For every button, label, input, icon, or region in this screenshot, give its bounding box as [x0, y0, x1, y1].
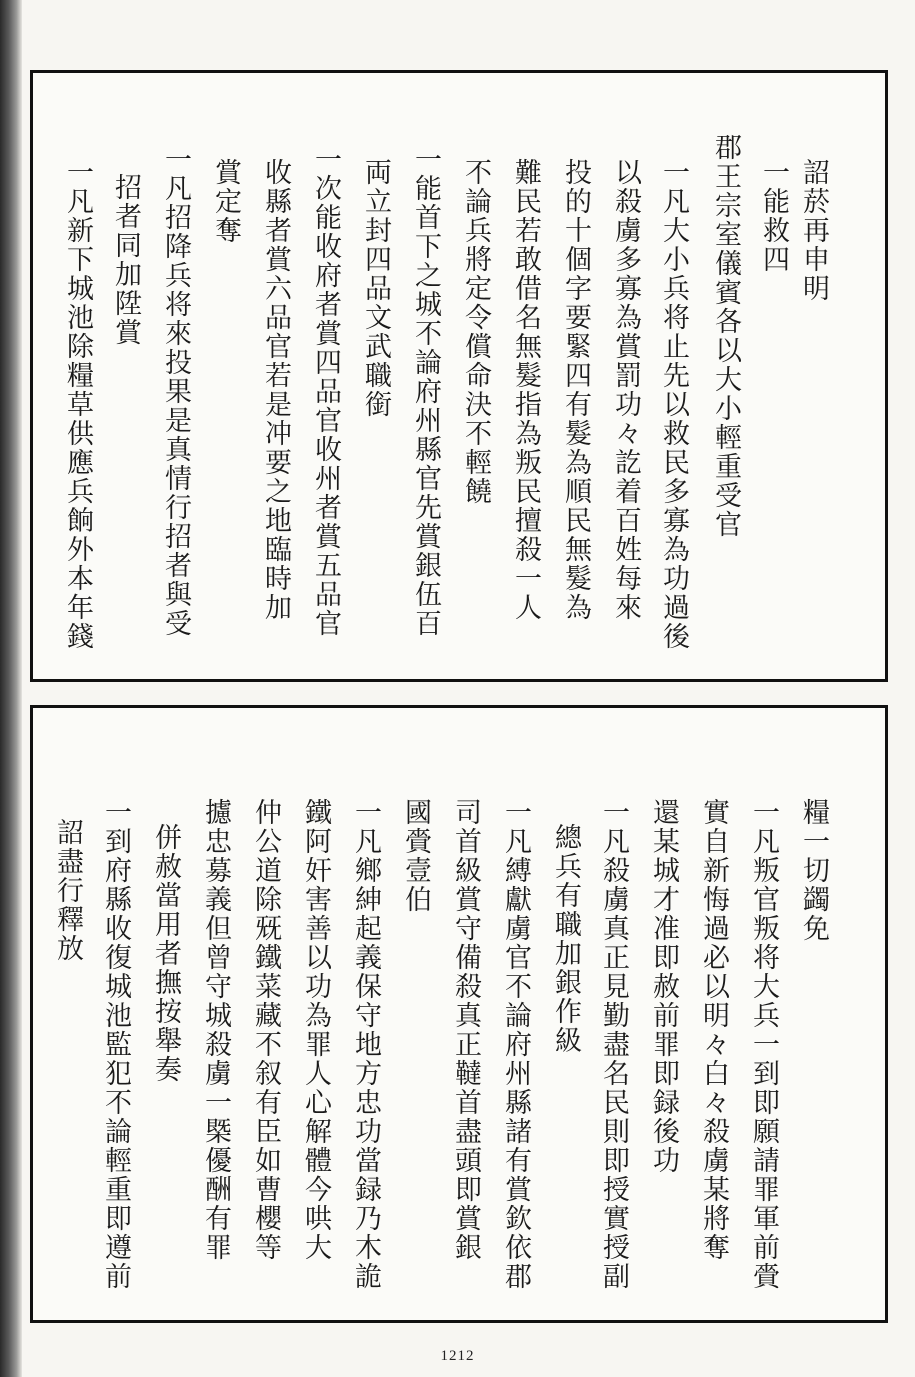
text-column: 還某城才准即赦前罪即録後功 — [648, 798, 679, 1175]
text-column: 難民若敢借名無髮指為叛民擅殺一人 — [510, 158, 541, 622]
text-column: 併赦當用者撫按舉奏 — [150, 823, 181, 1084]
text-column: 一能首下之城不論府州縣官先賞銀伍百 — [410, 145, 441, 638]
text-column: 投的十個字要緊四有髮為順民無髮為 — [560, 158, 591, 622]
text-column: 一次能收府者賞四品官收州者賞五品官 — [310, 145, 341, 638]
text-column: 糧一切蠲免 — [798, 798, 829, 943]
text-column: 一凡鄉紳起義保守地方忠功當録乃木詭 — [350, 798, 381, 1291]
text-column: 攄忠募義但曾守城殺虜一槩優酬有罪 — [200, 798, 231, 1262]
text-column: 一凡殺虜真正見勤盡名民則即授實授副 — [598, 798, 629, 1291]
text-column: 收縣者賞六品官若是冲要之地臨時加 — [260, 158, 291, 622]
text-column: 司首級賞守備殺真正韃首盡頭即賞銀 — [450, 798, 481, 1262]
text-column: 一凡招降兵将來投果是真情行招者與受 — [160, 145, 191, 638]
text-column: 招者同加陞賞 — [110, 173, 141, 347]
text-column: 國賫壹伯 — [400, 798, 431, 914]
text-column: 不論兵將定令償命決不輕饒 — [460, 158, 491, 506]
document-panel-bottom — [30, 705, 888, 1323]
text-column: 一凡縛獻虜官不論府州縣諸有賞欽依郡 — [500, 798, 531, 1291]
text-column: 一凡大小兵将止先以救民多寡為功過後 — [658, 158, 689, 651]
text-column: 一到府縣收復城池監犯不論輕重即遵前 — [100, 798, 131, 1291]
text-column: 一凡叛官叛将大兵一到即願請罪軍前賫 — [748, 798, 779, 1291]
text-column: 鐵阿奸害善以功為罪人心解體今哄大 — [300, 798, 331, 1262]
text-column: 總兵有職加銀作級 — [550, 823, 581, 1055]
document-panel-top — [30, 70, 888, 682]
text-column: 實自新悔過必以明々白々殺虜某將奪 — [698, 798, 729, 1262]
text-column: 詔菸再申明 — [798, 158, 829, 303]
binding-shadow — [0, 0, 22, 1377]
text-column: 一凡新下城池除糧草供應兵餉外本年錢 — [62, 158, 93, 651]
text-column: 賞定奪 — [210, 158, 241, 245]
text-columns-bottom — [33, 708, 885, 1320]
text-column: 両立封四品文武職銜 — [360, 158, 391, 419]
text-columns-top — [33, 73, 885, 679]
text-column: 詔盡行釋放 — [52, 818, 83, 963]
text-column: 以殺虜多寡為賞罰功々訖着百姓每來 — [610, 158, 641, 622]
text-column: 郡王宗室儀賓各以大小輕重受官 — [710, 133, 741, 539]
text-column: 仲公道除兓鐵菜藏不叙有臣如曹櫻等 — [250, 798, 281, 1262]
page-number: 1212 — [440, 1348, 475, 1364]
text-column: 一能救四 — [758, 158, 789, 274]
